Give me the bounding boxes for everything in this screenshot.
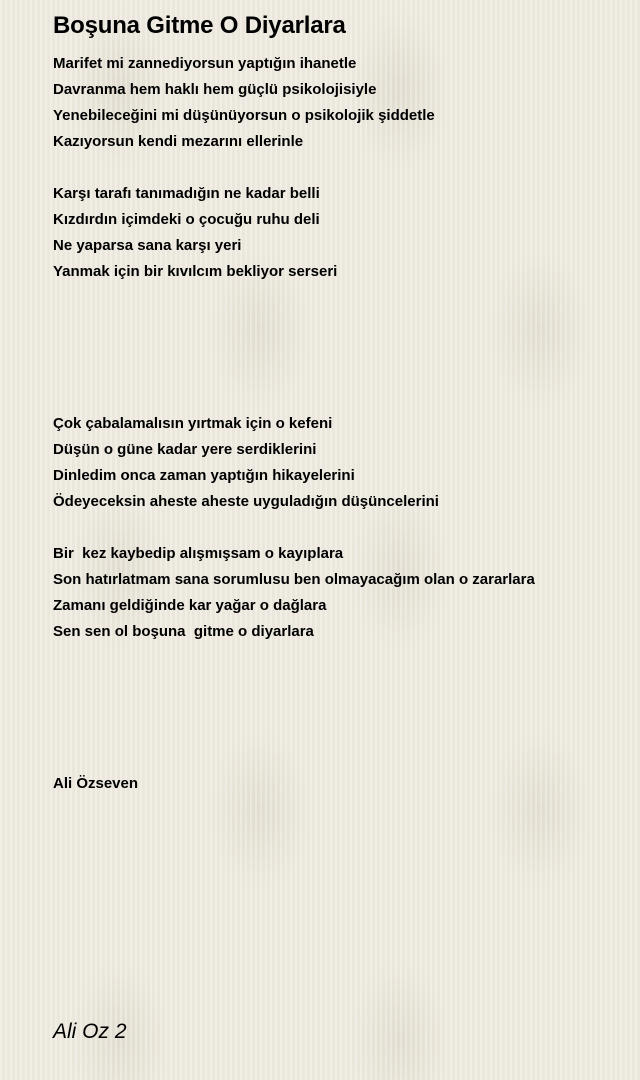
stanza-3 <box>53 411 439 515</box>
poem-signature: Ali Oz 2 <box>53 1020 127 1043</box>
poem-line: Dinledim onca zaman yaptığın hikayelerini <box>53 467 355 484</box>
poem-line: Davranma hem haklı hem güçlü psikolojisiyle <box>53 81 377 98</box>
poem-line: Yanmak için bir kıvılcım bekliyor serseri <box>53 263 338 280</box>
poem-line: Karşı tarafı tanımadığın ne kadar belli <box>53 185 320 202</box>
poem-line: Düşün o güne kadar yere serdiklerini <box>53 441 317 458</box>
poem-line: Zamanı geldiğinde kar yağar o dağlara <box>53 597 327 614</box>
poem-line: Kazıyorsun kendi mezarını ellerinle <box>53 133 304 150</box>
poem-line: Yenebileceğini mi düşünüyorsun o psikolojik şiddetle <box>53 107 435 124</box>
stanza-2 <box>53 181 337 285</box>
poem-line: Çok çabalamalısın yırtmak için o kefeni <box>53 415 333 432</box>
poem-line: Son hatırlatmam sana sorumlusu ben olmayacağım olan o zararlara <box>53 571 535 588</box>
poem-line: Ödeyeceksin aheste aheste uyguladığın düşüncelerini <box>53 493 439 510</box>
poem-title: Boşuna Gitme O Diyarlara <box>53 12 346 39</box>
poem-line: Bir kez kaybedip alışmışsam o kayıplara <box>53 545 344 562</box>
poem-line: Kızdırdın içimdeki o çocuğu ruhu deli <box>53 211 320 228</box>
poem-line: Ne yaparsa sana karşı yeri <box>53 237 242 254</box>
poem-line: Sen sen ol boşuna gitme o diyarlara <box>53 623 314 640</box>
poem-line: Marifet mi zannediyorsun yaptığın ihanetle <box>53 55 357 72</box>
stanza-1 <box>53 51 435 155</box>
poem-author: Ali Özseven <box>53 775 139 792</box>
stanza-4 <box>53 541 535 645</box>
